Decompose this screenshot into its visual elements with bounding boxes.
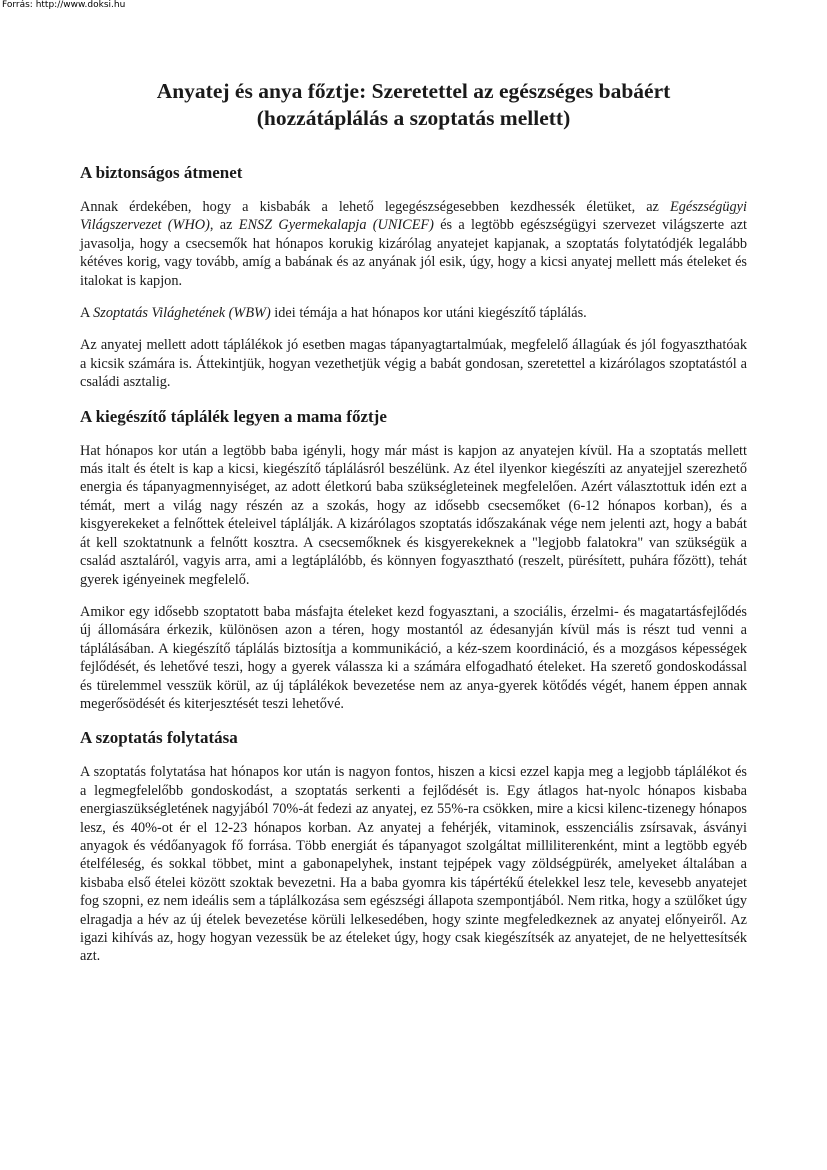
title-line-1: Anyatej és anya főztje: Szeretettel az egészséges babáért xyxy=(156,79,671,103)
document-title xyxy=(80,78,747,132)
paragraph: Hat hónapos kor után a legtöbb baba igényli, hogy már mást is kapjon az anyatejen kívül. Ha a szoptatás mellett más italt és ételt is kap a kicsi, kiegészítő táplálásról beszélünk. Az étel ilyenkor kiegészíti az anyatejjel szerezhető energia és tápanyagmennyiséget, az adott életkorú baba szükségleteinek megfelelően. Azért választottuk idén ezt a témát, mert a világ nagy részén az a szokás, hogy az idősebb csecsemőket (6-12 hónapos korban), és a kisgyerekeket a felnőttek ételeivel táplálják. A kizárólagos szoptatás időszakának vége nem jelenti azt, hogy a babát át kell szoktatnunk a felnőtt kosztra. A csecsemőknek és kisgyerekeknek a "legjobb falatokra" van szükségük a család asztaláról, vagyis arra, ami a legtáplálóbb, és könnyen fogyasztható (reszelt, pürésített, puhára főzött), tehát gyerek igényeinek megfelelő. xyxy=(80,442,747,588)
paragraph: Az anyatej mellett adott táplálékok jó esetben magas tápanyagtartalmúak, megfelelő állagúak és jól fogyaszthatóak a kicsik számára is. Áttekintjük, hogyan vezethetjük végig a babát gondosan, szeretettel a kizárólagos szoptatástól a családi asztalig. xyxy=(80,337,747,391)
source-url-label: Forrás: http://www.doksi.hu xyxy=(2,0,126,10)
title-line-2: (hozzátáplálás a szoptatás mellett) xyxy=(256,106,571,130)
paragraph: Amikor egy idősebb szoptatott baba másfajta ételeket kezd fogyasztani, a szociális, érzelmi- és magatartásfejlődés új állomására érkezik, különösen azon a téren, hogy mostantól az édesanyján kívül más is részt tud venni a táplálásában. A kiegészítő táplálás biztosítja a kommunikáció, a kéz-szem koordináció, és a mozgásos képességek fejlődését, és lehetővé teszi, hogy a gyerek válassza ki a számára elfogadható ételeket. Ha szerető gondoskodással és türelemmel vesszük körül, az új táplálékok bevezetése nem az anya-gyerek kötődés végét, hanem éppen annak megerősödését és kiterjesztését teszi lehetővé. xyxy=(80,603,747,712)
section-heading-kiegeszito-taplalek: A kiegészítő táplálék legyen a mama főztje xyxy=(80,406,387,426)
section-heading-szoptatas-folytatasa: A szoptatás folytatása xyxy=(80,728,238,748)
section-heading-biztonsagos-atmenet: A biztonságos átmenet xyxy=(80,163,243,182)
wbw-reference: Szoptatás Világhetének (WBW) xyxy=(93,305,271,322)
who-reference: Egészségügyi Világszervezet (WHO) xyxy=(80,199,747,234)
paragraph: A Szoptatás Világhetének (WBW) idei témája a hat hónapos kor utáni kiegészítő táplálás. xyxy=(80,305,587,322)
unicef-reference: ENSZ Gyermekalapja (UNICEF) xyxy=(238,217,434,234)
paragraph: A szoptatás folytatása hat hónapos kor után is nagyon fontos, hiszen a kicsi ezzel kapja meg a legjobb táplálékot és a legmegfelelőbb gondoskodást, a szoptatás serkenti a fejlődését is. Egy átlagos hat-nyolc hónapos kisbaba energiaszükségletének nagyjából 70%-át fedezi az anyatej, ez 55%-ra csökken, mire a kicsi kilenc-tizenegy hónapos lesz, és 40%-ot ér el 12-23 hónapos korban. Az anyatej a fehérjék, vitaminok, esszenciális zsírsavak, ásványi anyagok és védőanyagok fő forrása. Több energiát és tápanyagot szolgáltat milliliterenként, mint a legtöbb egyéb ételféleség, és sokkal többet, mint a gabonapelyhek, instant tejpépek vagy zöldségpürék, amelyeket általában a kisbaba első ételei között szoktak bevezetni. Ha a baba gyomra kis tápértékű ételekkel lesz tele, kevesebb anyatejet fog szopni, ez nem ideális sem a táplálkozása sem egészségi állapota szempontjából. Nem ritka, hogy a szülőket úgy elragadja a hév az új ételek bevezetése körüli lelkesedében, hogy szinte megfeledkeznek az anyatej előnyeiről. Az igazi kihívás az, hogy hogyan vezessük be az ételeket úgy, hogy csak kiegészítsék az anyatejet, de ne helyettesítsék azt. xyxy=(80,764,747,965)
document-page xyxy=(80,78,747,980)
paragraph: Annak érdekében, hogy a kisbabák a lehető legegészségesebben kezdhessék életüket, az Egészségügyi Világszervezet (WHO), az ENSZ Gyermekalapja (UNICEF) és a legtöbb egészségügyi szervezet világszerte azt javasolja, hogy a csecsemők hat hónapos korukig kizárólag anyatejet kapjanak, a szoptatás folytatódjék legalább kétéves korig, vagy tovább, amíg a babának és az anyának jól esik, úgy, hogy a kicsi anyatej mellett más ételeket és italokat is kapjon. xyxy=(80,199,748,289)
